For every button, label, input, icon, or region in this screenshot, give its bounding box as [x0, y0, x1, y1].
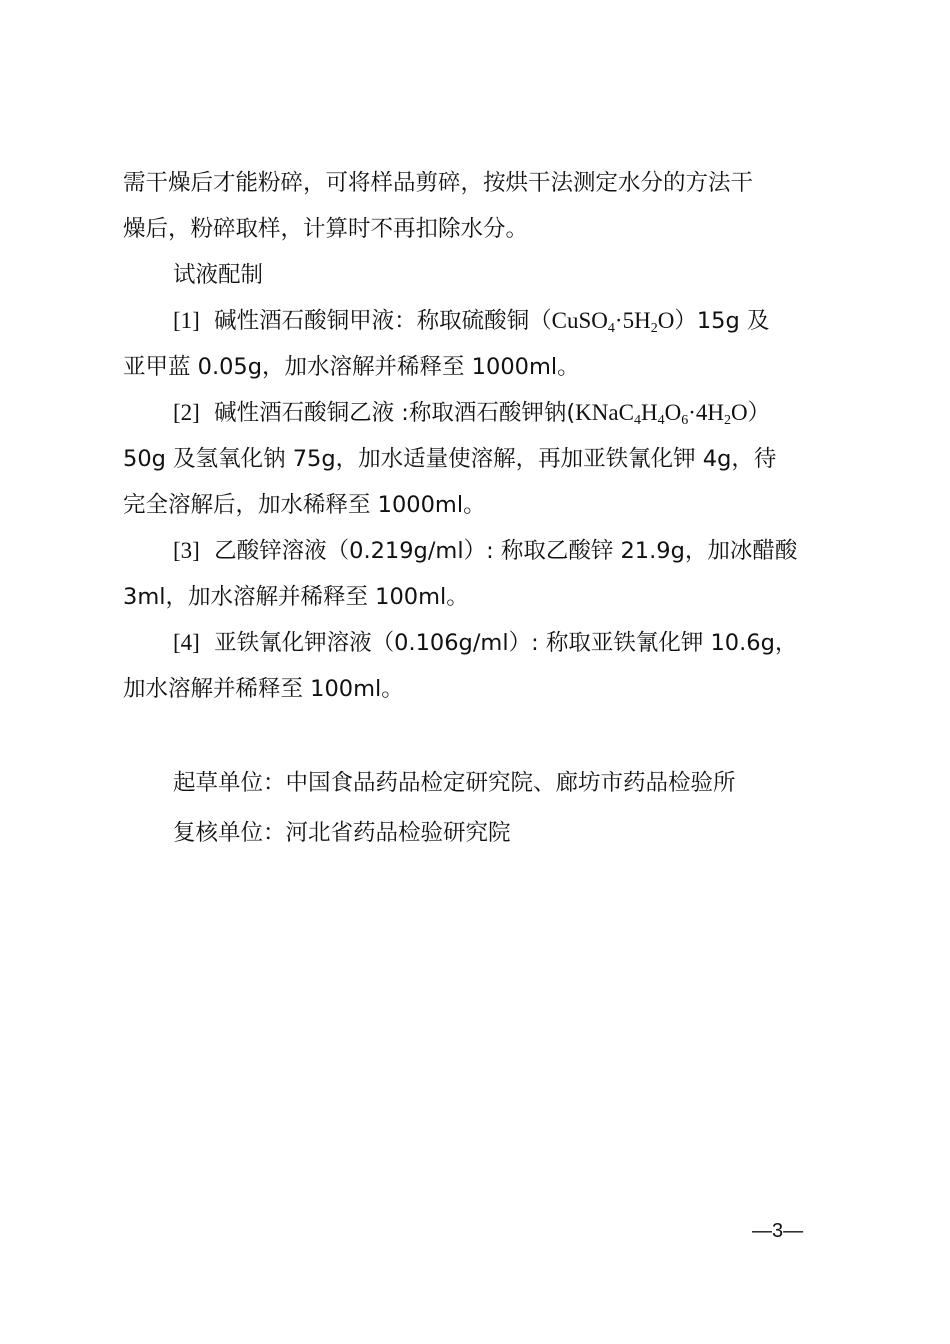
item-3-number: [3] — [173, 538, 200, 563]
item-1-number: [1] — [173, 308, 200, 333]
item-4-number: [4] — [173, 630, 200, 655]
item-1-formula: $CuSO_4\cdot 5H_2O$ — [551, 308, 675, 336]
intro-line-2: 燥后，粉碎取样，计算时不再扣除水分。 — [123, 216, 529, 242]
item-4-text: 亚铁氰化钾溶液（0.106g/ml）: 称取亚铁氰化钾 10.6g， — [214, 630, 798, 656]
intro-line-1: 需干燥后才能粉碎，可将样品剪碎，按烘干法测定水分的方法干 — [123, 170, 754, 196]
item-2-name: 碱性酒石酸铜乙液 :称取酒石酸钾钠( — [214, 400, 576, 426]
item-3-line-2: 3ml，加水溶解并稀释至 100ml。 — [123, 584, 469, 610]
item-3-text: 乙酸锌溶液（0.219g/ml）: 称取乙酸锌 21.9g，加冰醋酸 — [214, 538, 798, 564]
item-2-line-2: 50g 及氢氧化钠 75g，加水适量使溶解，再加亚铁氰化钾 4g，待 — [123, 446, 777, 472]
item-1-line-2: 亚甲蓝 0.05g，加水溶解并稀释至 1000ml。 — [123, 354, 580, 380]
page-number: —3— — [752, 1220, 804, 1242]
section-title: 试液配制 — [173, 262, 264, 288]
item-1-name: 碱性酒石酸铜甲液：称取硫酸铜（ — [214, 308, 552, 334]
item-4-line-2: 加水溶解并稀释至 100ml。 — [123, 676, 404, 702]
item-2-line-3: 完全溶解后，加水稀释至 1000ml。 — [123, 492, 486, 518]
item-2-formula: $KNaC_4H_4O_6\cdot 4H_2O$ — [575, 400, 748, 428]
item-2-number: [2] — [173, 400, 200, 425]
item-2-line-1 — [173, 398, 770, 428]
review-unit: 复核单位：河北省药品检验研究院 — [173, 820, 511, 846]
drafting-unit: 起草单位：中国食品药品检定研究院、廊坊市药品检验所 — [173, 770, 736, 796]
item-1-tail: ）15g 及 — [674, 308, 770, 334]
item-2-tail: ） — [747, 400, 771, 426]
item-4-line-1 — [173, 628, 797, 658]
item-3-line-1 — [173, 536, 797, 566]
item-1-line-1 — [173, 306, 769, 336]
